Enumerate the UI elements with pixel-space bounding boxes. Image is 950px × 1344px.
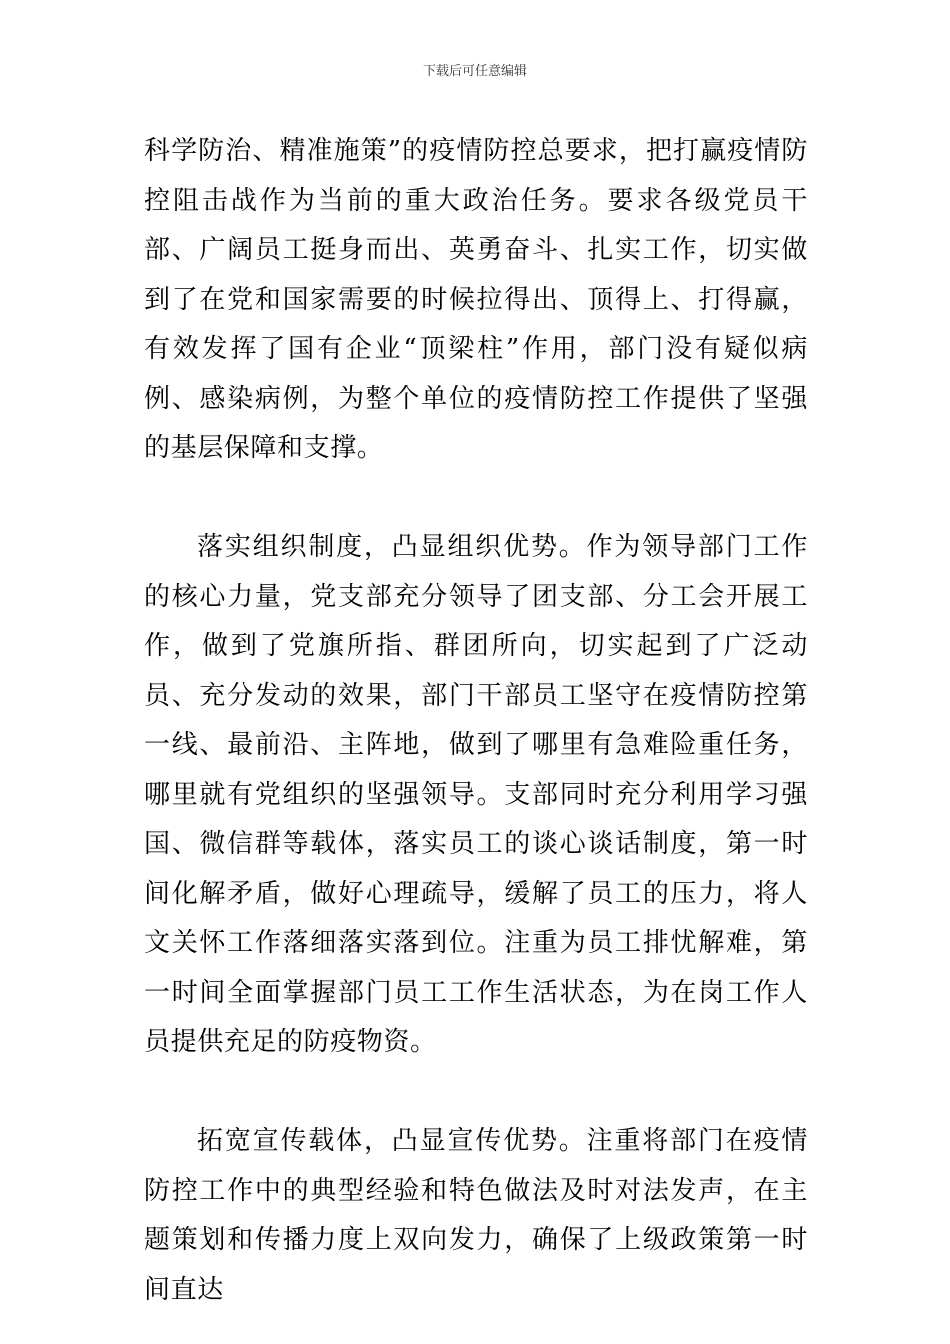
page-header-note: 下载后可任意编辑 <box>422 64 527 79</box>
paragraph-1: 科学防治、精准施策”的疫情防控总要求，把打赢疫情防控阻击战作为当前的重大政治任务。要求各级党员干部、广阔员工挺身而出、英勇奋斗、扎实工作，切实做到了在党和国家需要的时候拉得出、顶得上、打得赢，有效发挥了国有企业“顶梁柱”作用，部门没有疑似病例、感染病例，为整个单位的疫情防控工作提供了坚强的基层保障和支撑。 <box>144 136 809 463</box>
paragraph-3: 拓宽宣传载体，凸显宣传优势。注重将部门在疫情防控工作中的典型经验和特色做法及时对法发声，在主题策划和传播力度上双向发力，确保了上级政策第一时间直达 <box>144 1126 808 1305</box>
paragraph-2: 落实组织制度，凸显组织优势。作为领导部门工作的核心力量，党支部充分领导了团支部、分工会开展工作，做到了党旗所指、群团所向，切实起到了广泛动员、充分发动的效果，部门干部员工坚守在疫情防控第一线、最前沿、主阵地，做到了哪里有急难险重任务，哪里就有党组织的坚强领导。支部同时充分利用学习强国、微信群等载体，落实员工的谈心谈话制度，第一时间化解矛盾，做好心理疏导，缓解了员工的压力，将人文关怀工作落细落实落到位。注重为员工排忧解难，第一时间全面掌握部门员工工作生活状态，为在岗工作人员提供充足的防疫物资。 <box>144 532 808 1057</box>
document-body <box>144 127 808 1315</box>
